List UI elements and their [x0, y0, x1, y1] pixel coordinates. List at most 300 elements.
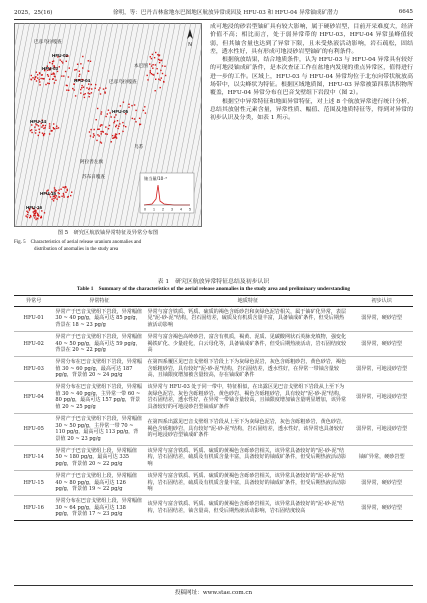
- anomaly-point: [88, 83, 89, 84]
- map-place-label: 巴彦乌拉嘎查: [109, 80, 137, 85]
- anomaly-id: HFU-01: [14, 306, 53, 331]
- anomaly-point: [44, 127, 45, 128]
- anomaly-point: [135, 110, 136, 111]
- anomaly-point: [88, 71, 89, 72]
- anomaly-point: [49, 62, 50, 63]
- anomaly-point: [147, 79, 148, 80]
- anomaly-id: HFU-16: [14, 495, 53, 520]
- anomaly-point: [82, 56, 83, 57]
- table-row: [14, 470, 413, 495]
- paragraph: 根据航放结果，结合地质条件，认为 HFU-03 与 HFU-04 异常具有较好的可地浸铀成矿条件，是本次查证工作在盆地内发现的重点异常区，值得进行进一步的工作。区域上，HFU-03 与 HFU-04 异常均位于北东向带状航放高场带中，以尖峰状为特征。根据区域地质图，HFU-03 异常被第四系洪积物所覆盖，HFU-04 异常分布在巴音戈壁组下岩段中（图 2）。: [210, 57, 413, 97]
- anomaly-point: [145, 112, 146, 113]
- anomaly-point: [63, 193, 64, 194]
- anomaly-point: [51, 199, 52, 200]
- anomaly-point: [80, 92, 81, 93]
- table-header-cell: 地质特征: [145, 296, 350, 307]
- anomaly-point: [112, 135, 113, 136]
- anomaly-point: [54, 196, 55, 197]
- anomaly-label: HFU-16: [26, 205, 43, 210]
- anomaly-point: [41, 210, 42, 211]
- anomaly-label: HFU-02: [52, 53, 69, 58]
- anomaly-point: [101, 113, 102, 114]
- anomaly-point: [165, 75, 166, 76]
- anomaly-point: [59, 66, 60, 67]
- anomaly-point: [132, 118, 133, 119]
- anomaly-point: [122, 131, 123, 132]
- anomaly-point: [139, 118, 140, 119]
- anomaly-point: [123, 102, 124, 103]
- paragraph: 成可地浸的砂岩型铀矿具有较大影响，属于硬砂岩型，目前开采难度大，经济价值不高；相比而言，处于弱异常带的 HFU-03，HFU-04 异常虽峰值较弱，但其铀含量也达到了异常下限，且未受热液活动影响，岩石疏松，固结差，透水性好，具有形成可地浸砂岩型铀矿的有利条件。: [210, 24, 413, 55]
- anomaly-point: [88, 92, 89, 93]
- anomaly-point: [80, 89, 81, 90]
- anomaly-point: [114, 117, 115, 118]
- anomaly-point: [85, 93, 86, 94]
- anomaly-point: [42, 133, 43, 134]
- paragraph: 根据空中异常特征和地面异常特征，对上述 8 个航放异常进行统计分析，总结其放射性元素含量，异常性质、幅值、范围及地质特征等，得到对异常的初步认识及分类，如表 1 所示。: [210, 98, 413, 122]
- figure-5: [14, 23, 202, 227]
- anomaly-point: [53, 123, 54, 124]
- preliminary-class: 弱异常，可地浸砂岩型: [350, 382, 413, 414]
- figure-caption-cn: 图 5 研究区航放铀异常特征及异常分布图: [57, 230, 159, 236]
- anomaly-point: [52, 73, 53, 74]
- anomaly-point: [43, 128, 44, 129]
- table-row: [14, 356, 413, 381]
- anomaly-point: [30, 130, 31, 131]
- anomaly-point: [81, 87, 82, 88]
- anomaly-point: [34, 217, 35, 218]
- anomaly-point: [35, 212, 36, 213]
- anomaly-point: [158, 79, 159, 80]
- geology-feature: 异常与富含褐色高岭砂岩，富含有机质，褐黄、泥质、见碳酸网状石英脉充填物，强变化褐铁矿化、少量硅化，白云母化等，具备铀成矿条件，但受后期热液活动，岩石固结度较高: [145, 331, 350, 356]
- anomaly-label: HFU-04: [74, 78, 91, 83]
- legend-tick-label: 3: [171, 207, 173, 212]
- anomaly-point: [68, 196, 69, 197]
- legend-tick-label: 5: [189, 207, 191, 212]
- anomaly-point: [65, 186, 66, 187]
- legend-tick-label: 0: [144, 207, 146, 212]
- anomaly-point: [139, 124, 140, 125]
- anomaly-point: [80, 63, 81, 64]
- anomaly-point: [162, 65, 163, 66]
- anomaly-point: [162, 73, 163, 74]
- map-place-label: 阿拉善左旗: [80, 160, 103, 165]
- anomaly-id: HFU-05: [14, 413, 53, 445]
- anomaly-point: [89, 96, 90, 97]
- anomaly-point: [101, 124, 102, 125]
- legend-tick-label: 4: [180, 207, 182, 212]
- anomaly-point: [35, 132, 36, 133]
- anomaly-point: [128, 107, 129, 108]
- anomaly-point: [120, 105, 121, 106]
- anomaly-point: [101, 133, 102, 134]
- anomaly-point: [49, 79, 50, 80]
- anomaly-point: [43, 125, 44, 126]
- anomaly-label: HFU-15: [40, 191, 57, 196]
- anomaly-feature: 异常产于巴音戈壁组上段，异常幅值 50 ~ 180 pg/g，最高可达 335 pg/g，背景值 20 ~ 22 pg/g: [53, 445, 145, 470]
- anomaly-point: [152, 68, 153, 69]
- anomaly-point: [35, 130, 36, 131]
- anomaly-point: [66, 85, 67, 86]
- anomaly-point: [53, 198, 54, 199]
- anomaly-point: [103, 131, 104, 132]
- anomaly-point: [111, 141, 112, 142]
- preliminary-class: 弱异常，硬砂岩型: [350, 306, 413, 331]
- anomaly-point: [38, 125, 39, 126]
- anomaly-point: [74, 89, 75, 90]
- anomaly-point: [40, 217, 41, 218]
- anomaly-point: [86, 87, 87, 88]
- anomaly-point: [111, 116, 112, 117]
- anomaly-point: [151, 65, 152, 66]
- anomaly-point: [54, 76, 55, 77]
- anomaly-id: HFU-03: [14, 356, 53, 381]
- anomaly-point: [94, 129, 95, 130]
- anomaly-point: [45, 84, 46, 85]
- anomaly-feature: 异常分布在巴音戈壁组上段，异常幅值 30 ~ 64 pg/g，最高可达 138 pg/g，背景值 17 ~ 23 pg/g: [53, 495, 145, 520]
- anomaly-point: [31, 75, 32, 76]
- anomaly-point: [34, 127, 35, 128]
- header-rule: [14, 19, 413, 20]
- anomaly-point: [93, 136, 94, 137]
- anomaly-point: [35, 215, 36, 216]
- footer-rule: [14, 585, 413, 586]
- geology-feature: 在第四系覆区见巴音戈壁组下岩段上下为灰绿色泥岩，灰色含砾粗砂岩，黄色砂岩，褐色含砾粗砂岩，具有较好"泥-砂-泥"结构，岩石固结差，透水性好，在异常一带铀含量较高，且铀限度增加被含量较高，存在铀成矿条件: [145, 356, 350, 381]
- anomaly-point: [51, 74, 52, 75]
- table-title-cn: 表 1 研究区航放异常特征总结及初步认识: [157, 279, 270, 285]
- anomaly-point: [34, 213, 35, 214]
- anomaly-point: [54, 128, 55, 129]
- legend-tick-label: 2: [162, 207, 164, 212]
- anomaly-point: [104, 91, 105, 92]
- anomaly-point: [159, 62, 160, 63]
- anomaly-point: [30, 216, 31, 217]
- anomaly-point: [118, 126, 119, 127]
- anomaly-point: [73, 83, 74, 84]
- preliminary-class: 弱异常，硬砂岩型: [350, 331, 413, 356]
- anomaly-point: [151, 58, 152, 59]
- geology-feature: 该异常与富含铁质、钙质、硫质的黄褐色含砾砂岩相关，该异常具备较好的"泥-砂-泥"结构，岩石固结差，硫质及有机质含量丰富，具备较好的铀成矿条件，但受后期热液活动影响: [145, 470, 350, 495]
- anomaly-point: [163, 81, 164, 82]
- table-row: [14, 382, 413, 414]
- anomaly-point: [70, 195, 71, 196]
- anomaly-point: [97, 108, 98, 109]
- anomaly-point: [49, 133, 50, 134]
- anomaly-point: [164, 66, 165, 67]
- anomaly-point: [143, 110, 144, 111]
- anomaly-point: [155, 79, 156, 80]
- anomaly-point: [156, 68, 157, 69]
- anomaly-point: [37, 77, 38, 78]
- anomaly-point: [65, 192, 66, 193]
- anomaly-point: [52, 63, 53, 64]
- anomaly-point: [38, 135, 39, 136]
- anomaly-point: [39, 132, 40, 133]
- anomaly-point: [100, 93, 101, 94]
- anomaly-point: [64, 196, 65, 197]
- anomaly-id: HFU-15: [14, 470, 53, 495]
- anomaly-point: [117, 128, 118, 129]
- anomaly-point: [67, 189, 68, 190]
- anomaly-point: [152, 64, 153, 65]
- anomaly-point: [55, 80, 56, 81]
- anomaly-point: [114, 137, 115, 138]
- map-place-label: 乌苏: [134, 145, 144, 150]
- anomaly-point: [61, 196, 62, 197]
- anomaly-point: [74, 69, 75, 70]
- anomaly-point: [113, 122, 114, 123]
- table-row: [14, 331, 413, 356]
- anomaly-point: [79, 71, 80, 72]
- anomaly-point: [54, 187, 55, 188]
- anomaly-point: [105, 88, 106, 89]
- anomaly-table: [14, 295, 413, 521]
- anomaly-point: [158, 55, 159, 56]
- anomaly-point: [100, 131, 101, 132]
- anomaly-point: [89, 131, 90, 132]
- anomaly-feature: 异常产于巴音戈壁组上段，异常幅值 40 ~ 80 pg/g，最高可达 126 pg/g，背景值 19 ~ 22 pg/g: [53, 470, 145, 495]
- anomaly-point: [100, 141, 101, 142]
- anomaly-point: [150, 70, 151, 71]
- anomaly-point: [107, 134, 108, 135]
- anomaly-point: [101, 111, 102, 112]
- anomaly-point: [58, 127, 59, 128]
- anomaly-point: [97, 134, 98, 135]
- geology-feature: 该异常与富含铁质、钙质、硫质的黄褐色含砾砂岩相关，该异常具备较好的"泥-砂-泥"结构，岩石固结差，硫质及有机质含量丰富，具备较好的铀成矿条件，但受后期热液活动影响: [145, 445, 350, 470]
- legend-title: 铀当量/10⁻⁶: [144, 176, 168, 181]
- anomaly-point: [131, 105, 132, 106]
- anomaly-point: [161, 77, 162, 78]
- anomaly-point: [91, 92, 92, 93]
- anomaly-point: [155, 90, 156, 91]
- anomaly-point: [99, 135, 100, 136]
- anomaly-point: [155, 64, 156, 65]
- anomaly-point: [25, 215, 26, 216]
- anomaly-point: [71, 192, 72, 193]
- anomaly-id: HFU-04: [14, 382, 53, 414]
- anomaly-point: [44, 212, 45, 213]
- anomaly-point: [100, 125, 101, 126]
- anomaly-point: [82, 67, 83, 68]
- anomaly-point: [65, 71, 66, 72]
- preliminary-class: 弱异常，硬砂岩型: [350, 470, 413, 495]
- anomaly-point: [117, 120, 118, 121]
- anomaly-point: [152, 74, 153, 75]
- anomaly-point: [66, 90, 67, 91]
- north-label: N: [188, 42, 192, 48]
- anomaly-point: [39, 84, 40, 85]
- anomaly-point: [68, 90, 69, 91]
- anomaly-point: [96, 119, 97, 120]
- anomaly-point: [39, 73, 40, 74]
- anomaly-point: [27, 212, 28, 213]
- anomaly-point: [77, 64, 78, 65]
- geology-feature: 该异常与 HFU-03 处于同一带中，特征相似，在出露区见巴音戈壁组下岩段从上至下为灰绿色泥岩、灰色含砾粗砂岩、黄色砂岩、褐色含砾粗砂岩，具有较好"泥-砂-泥"结构，岩石固结差，透水性好，在异常一带铀含量较高，且铀限度增加铀含量明显增加，该异常具备较好的可地浸砂岩型铀成矿条件: [145, 382, 350, 414]
- anomaly-point: [90, 61, 91, 62]
- anomaly-point: [122, 122, 123, 123]
- anomaly-point: [89, 88, 90, 89]
- anomaly-point: [107, 113, 108, 114]
- anomaly-point: [61, 75, 62, 76]
- anomaly-point: [108, 110, 109, 111]
- anomaly-point: [48, 76, 49, 77]
- anomaly-point: [68, 76, 69, 77]
- anomaly-point: [96, 140, 97, 141]
- anomaly-point: [157, 73, 158, 74]
- anomaly-point: [36, 218, 37, 219]
- anomaly-point: [37, 74, 38, 75]
- anomaly-point: [61, 61, 62, 62]
- anomaly-label: HFU-03: [42, 66, 59, 71]
- anomaly-point: [90, 129, 91, 130]
- anomaly-point: [115, 114, 116, 115]
- anomaly-point: [105, 116, 106, 117]
- footer: 投稿网址：www.stae.com.cn: [174, 590, 253, 596]
- table-row: [14, 413, 413, 445]
- map-place-label: 本巴图: [134, 64, 148, 69]
- anomaly-point: [109, 112, 110, 113]
- anomaly-point: [27, 216, 28, 217]
- legend: [140, 173, 194, 213]
- anomaly-point: [95, 88, 96, 89]
- preliminary-class: 弱异常，可地浸砂岩型: [350, 413, 413, 445]
- anomaly-point: [88, 60, 89, 61]
- table-header-cell: 初步认识: [350, 296, 413, 307]
- anomaly-point: [115, 126, 116, 127]
- anomaly-point: [144, 106, 145, 107]
- anomaly-point: [56, 199, 57, 200]
- anomaly-point: [53, 78, 54, 79]
- table-header-row: [14, 296, 413, 307]
- anomaly-id: HFU-02: [14, 331, 53, 356]
- anomaly-point: [79, 74, 80, 75]
- anomaly-point: [63, 187, 64, 188]
- anomaly-point: [53, 60, 54, 61]
- preliminary-class: 铀矿异常，硬砂岩型: [350, 445, 413, 470]
- anomaly-point: [78, 76, 79, 77]
- anomaly-point: [116, 125, 117, 126]
- anomaly-point: [66, 61, 67, 62]
- anomaly-point: [39, 79, 40, 80]
- table-row: [14, 495, 413, 520]
- anomaly-feature: 异常分布在巴音戈壁组下岩段，异常幅值 30 ~ 40 pg/g，主异常一带 60 ~ 80 pg/g，最高可达 157 pg/g，背景值 20 ~ 25 pg/g: [53, 382, 145, 414]
- anomaly-point: [51, 130, 52, 131]
- legend-tick-label: 1: [153, 207, 155, 212]
- anomaly-point: [60, 189, 61, 190]
- anomaly-point: [56, 128, 57, 129]
- anomaly-point: [37, 213, 38, 214]
- anomaly-point: [112, 138, 113, 139]
- anomaly-point: [97, 129, 98, 130]
- anomaly-point: [36, 80, 37, 81]
- preliminary-class: 弱异常，可地浸砂岩型: [350, 356, 413, 381]
- anomaly-point: [47, 74, 48, 75]
- anomaly-point: [109, 125, 110, 126]
- anomaly-point: [128, 104, 129, 105]
- anomaly-point: [55, 197, 56, 198]
- anomaly-point: [123, 125, 124, 126]
- anomaly-point: [160, 87, 161, 88]
- anomaly-point: [75, 95, 76, 96]
- map-place-label: 巴彦乌拉嘎查: [34, 40, 62, 45]
- anomaly-point: [134, 104, 135, 105]
- anomaly-point: [150, 56, 151, 57]
- anomaly-point: [34, 79, 35, 80]
- anomaly-point: [27, 214, 28, 215]
- anomaly-point: [119, 133, 120, 134]
- anomaly-id: HFU-14: [14, 445, 53, 470]
- table-row: [14, 306, 413, 331]
- anomaly-point: [35, 77, 36, 78]
- table-header-cell: 异常特征: [53, 296, 145, 307]
- anomaly-point: [76, 69, 77, 70]
- anomaly-point: [49, 83, 50, 84]
- anomaly-point: [105, 133, 106, 134]
- map-place-label: 苏布日嘎查: [82, 175, 105, 180]
- anomaly-point: [49, 125, 50, 126]
- anomaly-point: [54, 82, 55, 83]
- anomaly-point: [160, 79, 161, 80]
- anomaly-point: [159, 59, 160, 60]
- anomaly-point: [53, 200, 54, 201]
- anomaly-point: [49, 127, 50, 128]
- anomaly-point: [135, 121, 136, 122]
- anomaly-point: [45, 125, 46, 126]
- header-volume: 2025，25(16): [14, 10, 53, 16]
- anomaly-point: [103, 88, 104, 89]
- anomaly-point: [154, 57, 155, 58]
- anomaly-point: [89, 93, 90, 94]
- preliminary-class: 弱异常，硬砂岩型: [350, 495, 413, 520]
- anomaly-point: [134, 118, 135, 119]
- header-page-number: 6645: [398, 9, 413, 15]
- anomaly-point: [39, 129, 40, 130]
- geology-feature: 该异常与富含铁质、钙质、硫质的黄褐色含砾砂岩相关，该异常具备较好的"泥-砂-泥"结构，岩石固结差，铀含量高，但受后期热液活动影响，岩石固结度较高: [145, 495, 350, 520]
- anomaly-point: [58, 189, 59, 190]
- anomaly-point: [32, 77, 33, 78]
- running-header: [14, 6, 413, 18]
- anomaly-point: [119, 123, 120, 124]
- anomaly-point: [105, 126, 106, 127]
- anomaly-point: [47, 83, 48, 84]
- anomaly-point: [83, 87, 84, 88]
- table-row: [14, 445, 413, 470]
- anomaly-point: [35, 219, 36, 220]
- figure-caption-en-line: distribution of anomalies in the study area: [34, 246, 119, 252]
- geology-feature: 在第四系出露见巴音戈壁组下岩段从上至下为灰绿色泥岩，灰色含砾粗砂岩，黄色砂岩，褐色含砾粗砂岩，具有较好"泥-砂-泥"结构，岩石固结差，透水性好，该异常也具备较好的可地浸砂岩型铀成矿条件: [145, 413, 350, 445]
- anomaly-point: [98, 89, 99, 90]
- anomaly-point: [99, 87, 100, 88]
- anomaly-point: [37, 215, 38, 216]
- anomaly-point: [58, 196, 59, 197]
- anomaly-point: [67, 190, 68, 191]
- anomaly-point: [84, 97, 85, 98]
- anomaly-point: [149, 63, 150, 64]
- anomaly-point: [40, 78, 41, 79]
- body-text: [210, 23, 413, 123]
- anomaly-point: [49, 123, 50, 124]
- anomaly-point: [90, 135, 91, 136]
- anomaly-point: [114, 121, 115, 122]
- anomaly-point: [83, 94, 84, 95]
- anomaly-point: [157, 54, 158, 55]
- anomaly-point: [44, 133, 45, 134]
- anomaly-point: [42, 74, 43, 75]
- anomaly-point: [36, 72, 37, 73]
- anomaly-point: [116, 137, 117, 138]
- anomaly-point: [50, 196, 51, 197]
- anomaly-point: [151, 73, 152, 74]
- anomaly-point: [94, 135, 95, 136]
